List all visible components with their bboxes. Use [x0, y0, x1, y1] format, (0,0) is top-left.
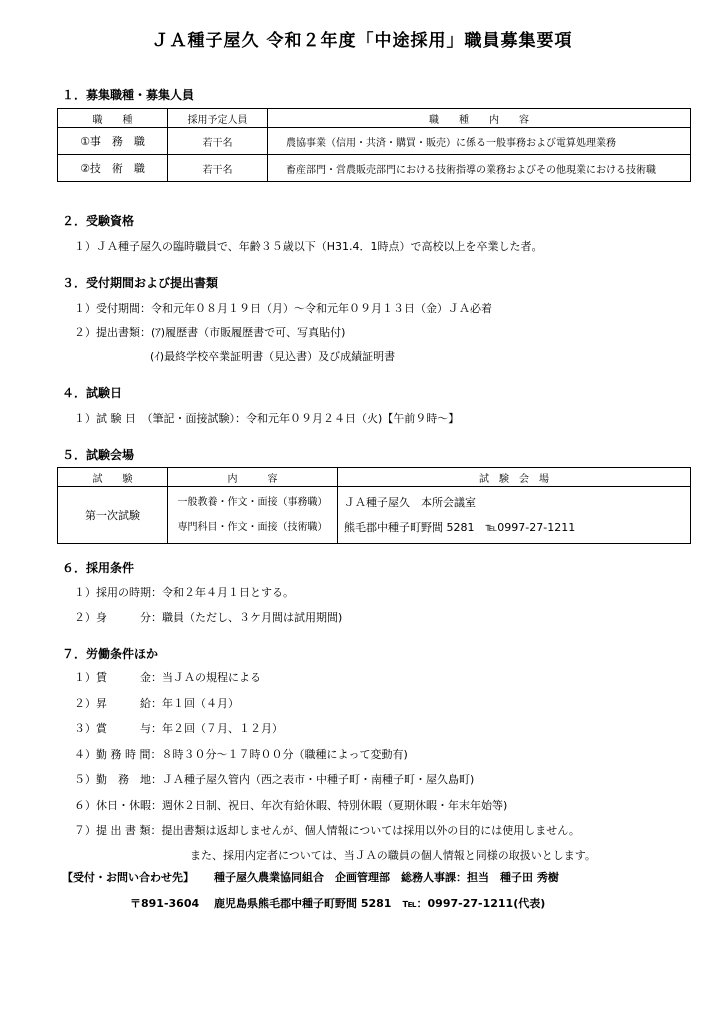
recruitment-table [57, 108, 691, 182]
section-4-heading: ４．試験日 [62, 386, 123, 400]
venue-cell [338, 487, 691, 544]
condition-note: また、採用内定者については、当ＪＡの職員の個人情報と同様の取扱いとします。 [190, 849, 596, 862]
venue-line-2: 熊毛郡中種子町野間 5281 ℡0997-27-1211 [344, 521, 576, 534]
header-job-type: 職 種 [58, 109, 168, 128]
venue-line-1: ＪＡ種子屋久 本所会議室 [344, 496, 476, 509]
condition-item-3: ３）賞 与：年２回（７月、１２月） [74, 722, 283, 735]
exam-venue-table [57, 467, 691, 544]
section-1-heading: １．募集職種・募集人員 [62, 88, 195, 102]
section-6-heading: ６．採用条件 [62, 561, 135, 575]
content-line-1: 一般教養・作文・面接（事務職） [177, 497, 328, 508]
table-row [58, 128, 691, 155]
condition-item-1: １）賃 金：当ＪＡの規程による [74, 671, 261, 684]
table-header-row [58, 109, 691, 128]
contact-postal-code: 〒891-3604 [130, 897, 200, 910]
table-row [58, 155, 691, 182]
planned-number-cell: 若干名 [168, 155, 268, 182]
job-content-cell: 農協事業（信用・共済・購買・販売）に係る一般事務および電算処理業務 [268, 128, 691, 155]
documents-line-2: (ｲ)最終学校卒業証明書（見込書）及び成績証明書 [150, 350, 396, 363]
header-content: 内 容 [168, 468, 338, 487]
condition-item-6: ６）休日・休暇：週休２日制、祝日、年次有給休暇、特別休暇（夏期休暇・年末年始等) [74, 799, 508, 812]
status-line: ２）身 分：職員（ただし、３ケ月間は試用期間) [74, 611, 343, 624]
page-title: ＪＡ種子屋久 令和２年度「中途採用」職員募集要項 [151, 31, 573, 51]
header-planned-number: 採用予定人員 [168, 109, 268, 128]
exam-cell: 第一次試験 [58, 487, 168, 544]
section-2-heading: ２．受験資格 [62, 214, 135, 228]
contact-label: 【受付・お問い合わせ先】 [62, 871, 194, 884]
header-venue: 試 験 会 場 [338, 468, 691, 487]
hiring-date-line: １）採用の時期：令和２年４月１日とする。 [74, 586, 294, 599]
condition-item-2: ２）昇 給：年１回（４月） [74, 697, 239, 710]
table-row [58, 487, 691, 544]
documents-line: ２）提出書類：(ｱ)履歴書（市販履歴書で可、写真貼付) [74, 326, 346, 339]
section-3-heading: ３．受付期間および提出書類 [62, 276, 219, 290]
eligibility-line: １）ＪＡ種子屋久の臨時職員で、年齢３５歳以下（H31.4．1時点）で高校以上を卒業した者。 [74, 240, 543, 253]
condition-item-5: ５）勤 務 地：ＪＡ種子屋久管内（西之表市・中種子町・南種子町・屋久島町) [74, 773, 475, 786]
condition-item-7: ７）提 出 書 類：提出書類は返却しませんが、個人情報については採用以外の目的には使用しません。 [74, 824, 580, 837]
job-content-cell: 畜産部門・営農販売部門における技術指導の業務およびその他現業における技術職 [268, 155, 691, 182]
job-type-cell: ①事 務 職 [58, 128, 168, 155]
section-7-heading: ７．労働条件ほか [62, 647, 159, 661]
contact-address: 鹿児島県熊毛郡中種子町野間 5281 ℡：0997-27-1211(代表) [214, 897, 546, 910]
header-exam: 試 験 [58, 468, 168, 487]
planned-number-cell: 若干名 [168, 128, 268, 155]
condition-item-4: ４）勤 務 時 間：８時３０分～１７時００分（職種によって変動有) [74, 748, 408, 761]
section-5-heading: ５．試験会場 [62, 448, 135, 462]
header-job-content: 職 種 内 容 [268, 109, 691, 128]
content-line-2: 専門科目・作文・面接（技術職） [177, 522, 328, 533]
content-cell [168, 487, 338, 544]
contact-organization: 種子屋久農業協同組合 企画管理部 総務人事課：担当 種子田 秀樹 [214, 871, 559, 884]
exam-date-line: １）試 験 日 （筆記・面接試験）：令和元年０９月２４日（火)【午前９時～】 [74, 412, 460, 425]
table-header-row [58, 468, 691, 487]
application-period-line: １）受付期間：令和元年０８月１９日（月）～令和元年０９月１３日（金）ＪＡ必着 [74, 302, 492, 315]
job-type-cell: ②技 術 職 [58, 155, 168, 182]
